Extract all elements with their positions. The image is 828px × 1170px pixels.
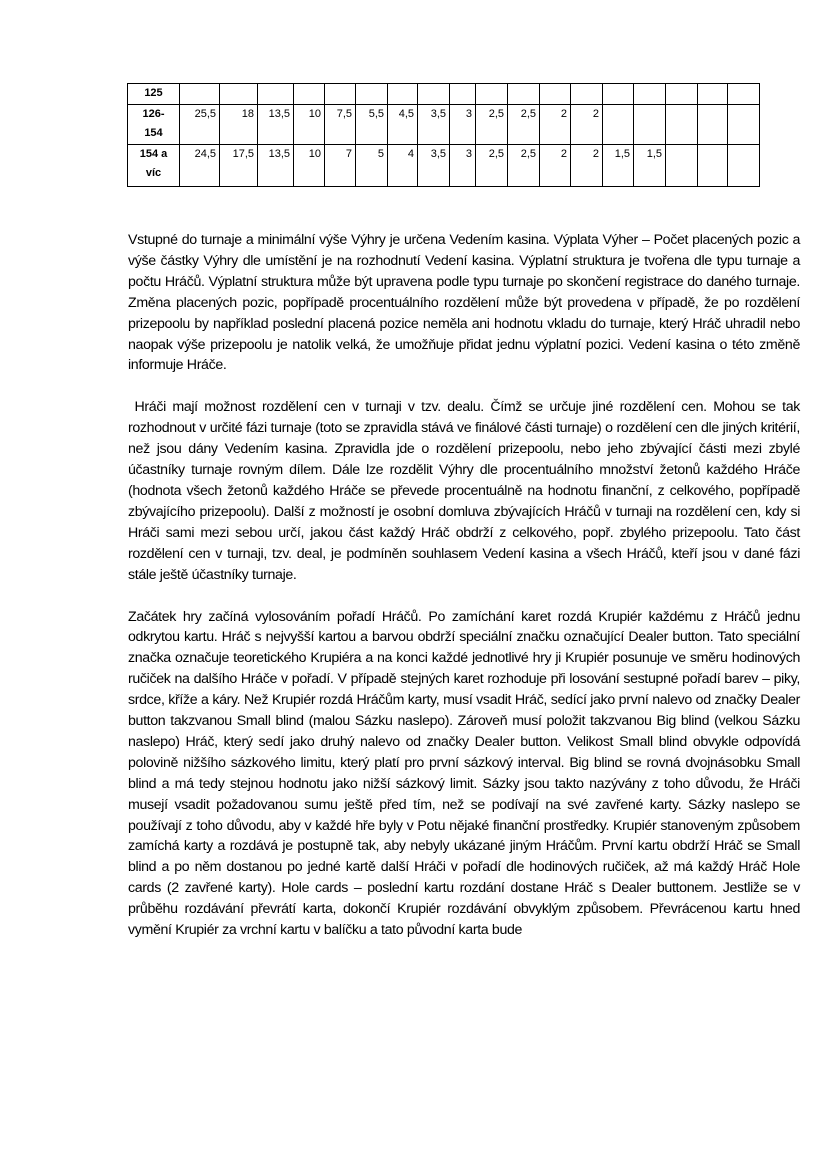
table-cell: 2,5 bbox=[476, 145, 508, 187]
table-cell: 1,5 bbox=[634, 145, 666, 187]
table-cell bbox=[603, 105, 634, 145]
paragraph-game-start: Začátek hry začíná vylosováním pořadí Hráčů. Po zamíchání karet rozdá Krupiér každému z Hráčů jednu odkrytou kartu. Hráč s nejvyšší kartou a barvou obdrží speciální značku označující Dealer button. Tato speciální značka označuje teoretického Krupiéra a na konci každé jednotlivé hry ji Krupiér posunuje ve směru hodinových ručiček na dalšího Hráče v pořadí. V případě stejných karet rozhoduje při losování sestupné pořadí barev – piky, srdce, kříže a káry. Než Krupiér rozdá Hráčům karty, musí vsadit Hráč, sedící jako první nalevo od značky Dealer button takzvanou Small blind (malou Sázku naslepo). Zároveň musí položit takzvanou Big blind (velkou Sázku naslepo) Hráč, který sedí jako druhý nalevo od značky Dealer button. Velikost Small blind obvykle odpovídá polovině nižšího sázkového limitu, který platí pro první sázkový interval. Big blind se rovná dvojnásobku Small blind a má tedy stejnou hodnotu jako nižší sázkový limit. Sázky jsou takto nazývány z toho důvodu, že Hráči musejí vsadit požadovanou sumu ještě před tím, než se podívají na své zavřené karty. Sázky naslepo se používají z toho důvodu, aby v každé hře byly v Potu nějaké finanční prostředky. Krupiér stanoveným způsobem zamíchá karty a rozdává je postupně tak, aby nebyly ukázané jiným Hráčům. První kartu obdrží Hráč se Small blind a po něm dostanou po jedné kartě další Hráči v pořadí dle hodinových ručiček, až má každý Hráč Hole cards (2 zavřené karty). Hole cards – poslední kartu rozdání dostane Hráč s Dealer buttonem. Jestliže se v průběhu rozdávání převrátí karta, dokončí Krupiér rozdávání obvyklým způsobem. Převrácenou kartu hned vymění Krupiér za vrchní kartu v balíčku a tato původní karta bude bbox=[128, 608, 800, 939]
body-text bbox=[128, 230, 804, 962]
table-cell bbox=[356, 84, 388, 105]
table-cell bbox=[220, 84, 258, 105]
table-cell: 24,5 bbox=[180, 145, 220, 187]
table-row bbox=[128, 84, 760, 105]
table-cell bbox=[728, 84, 760, 105]
table-cell: 5 bbox=[356, 145, 388, 187]
table-cell: 17,5 bbox=[220, 145, 258, 187]
table-cell: 2 bbox=[540, 105, 571, 145]
table-cell: 18 bbox=[220, 105, 258, 145]
table-cell: 25,5 bbox=[180, 105, 220, 145]
table-cell bbox=[666, 84, 698, 105]
table-cell bbox=[698, 145, 728, 187]
table-cell: 7 bbox=[325, 145, 356, 187]
table-cell: 3,5 bbox=[418, 145, 450, 187]
table-cell bbox=[603, 84, 634, 105]
table-cell: 3,5 bbox=[418, 105, 450, 145]
table-row bbox=[128, 105, 760, 145]
table-cell bbox=[180, 84, 220, 105]
table-cell bbox=[728, 105, 760, 145]
table-row bbox=[128, 145, 760, 187]
table-cell bbox=[571, 84, 603, 105]
table-cell: 1,5 bbox=[603, 145, 634, 187]
row-label: 126- 154 bbox=[128, 105, 180, 145]
row-label: 125 bbox=[128, 84, 180, 105]
table-cell bbox=[698, 105, 728, 145]
table-cell: 10 bbox=[294, 145, 325, 187]
table-cell bbox=[476, 84, 508, 105]
table-cell: 3 bbox=[450, 145, 476, 187]
table-cell: 2,5 bbox=[508, 145, 540, 187]
table-cell bbox=[666, 105, 698, 145]
row-label: 154 a víc bbox=[128, 145, 180, 187]
table-cell: 4,5 bbox=[388, 105, 418, 145]
table-cell bbox=[258, 84, 294, 105]
table-cell: 2,5 bbox=[476, 105, 508, 145]
table-cell: 13,5 bbox=[258, 105, 294, 145]
table-cell: 2 bbox=[571, 105, 603, 145]
table-cell: 5,5 bbox=[356, 105, 388, 145]
table-cell: 2 bbox=[540, 145, 571, 187]
table-cell bbox=[634, 84, 666, 105]
paragraph-payout-rules: Vstupné do turnaje a minimální výše Výhry je určena Vedením kasina. Výplata Výher – Počet placených pozic a výše částky Výhry dle umístění je na rozhodnutí Vedení kasina. Výplatní struktura je tvořena dle typu turnaje a počtu Hráčů. Výplatní struktura může být upravena podle typu turnaje po skončení registrace do daného turnaje. Změna placených pozic, popřípadě procentuálního rozdělení může být provedena v případě, že po rozdělení prizepoolu by například poslední placená pozice neměla ani hodnotu vkladu do turnaje, který Hráč uhradil nebo naopak výše prizepoolu je natolik velká, že umožňuje přidat jednu výplatní pozici. Vedení kasina o této změně informuje Hráče. bbox=[128, 232, 800, 374]
table-cell bbox=[294, 84, 325, 105]
table-cell: 13,5 bbox=[258, 145, 294, 187]
table-cell bbox=[418, 84, 450, 105]
table-cell: 7,5 bbox=[325, 105, 356, 145]
payout-structure-table bbox=[127, 83, 760, 187]
paragraph-deal: Hráči mají možnost rozdělení cen v turnaji v tzv. dealu. Čímž se určuje jiné rozdělení cen. Mohou se tak rozhodnout v určité fázi turnaje (toto se zpravidla stává ve finálové části turnaje) o rozdělení cen dle jiných kritérií, než jsou dány Vedením kasina. Zpravidla jde o rozdělení prizepoolu, nebo jeho zbývající části mezi zbylé účastníky turnaje rovným dílem. Dále lze rozdělit Výhry dle procentuálního množství žetonů každého Hráče (hodnota všech žetonů každého Hráče se převede procentuálně na hodnotu finanční, z celkového, popřípadě zbývajícího prizepoolu). Další z možností je osobní domluva zbývajících Hráčů v turnaji na rozdělení cen, kdy si Hráči sami mezi sebou určí, jakou část každý Hráč obdrží z celkového, popř. zbylého prizepoolu. Tato část rozdělení cen v turnaji, tzv. deal, je podmíněn souhlasem Vedení kasina a všech Hráčů, kteří jsou v dané fázi stále ještě účastníky turnaje. bbox=[128, 399, 804, 583]
table-cell: 10 bbox=[294, 105, 325, 145]
table-cell bbox=[666, 145, 698, 187]
table-cell bbox=[698, 84, 728, 105]
table-cell: 2,5 bbox=[508, 105, 540, 145]
table-cell bbox=[450, 84, 476, 105]
table-cell: 4 bbox=[388, 145, 418, 187]
table-cell: 2 bbox=[571, 145, 603, 187]
table-cell bbox=[508, 84, 540, 105]
table-cell bbox=[540, 84, 571, 105]
table-cell: 3 bbox=[450, 105, 476, 145]
table-cell bbox=[634, 105, 666, 145]
table-cell bbox=[728, 145, 760, 187]
table-cell bbox=[388, 84, 418, 105]
table-cell bbox=[325, 84, 356, 105]
